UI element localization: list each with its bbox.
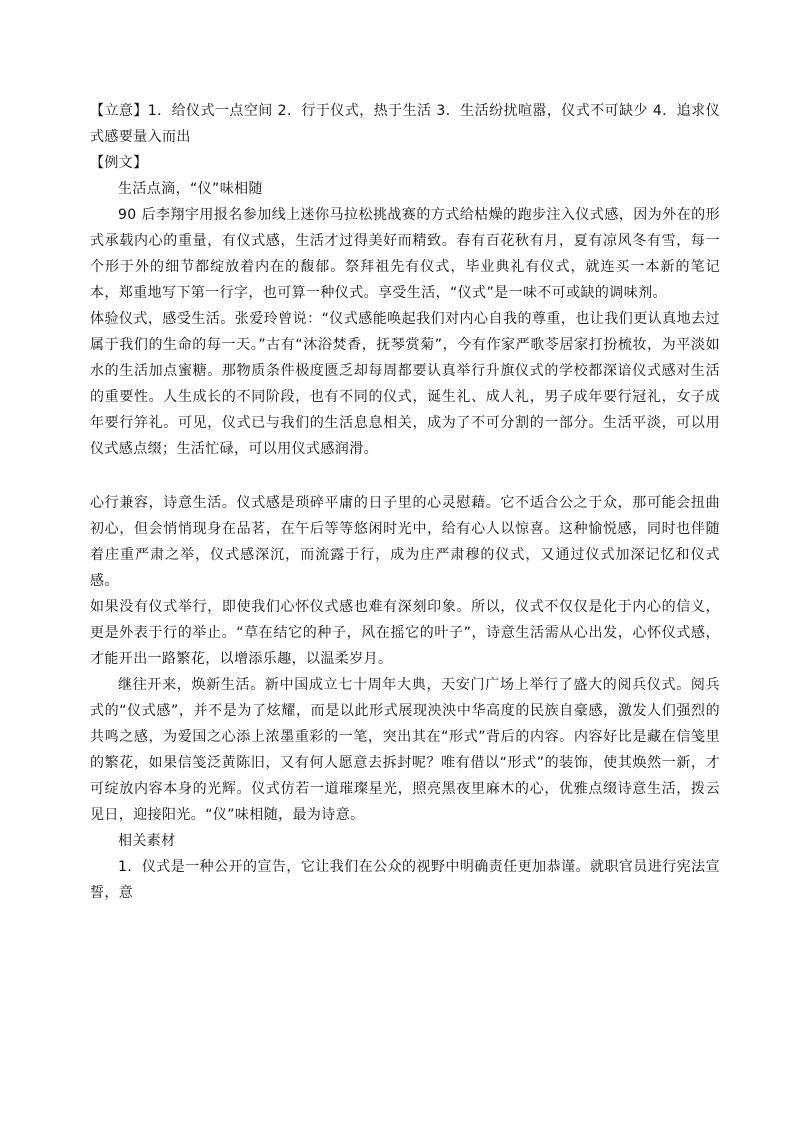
- liwen-label: 【例文】: [90, 155, 148, 171]
- essay-title: 生活点滴，“仪”味相随: [118, 181, 263, 197]
- document-page: [90, 98, 720, 906]
- essay-paragraph-4: 如果没有仪式举行，即使我们心怀仪式感也难有深刻印象。所以，仪式不仅仅是化于内心的信义，更是外表于行的举止。“草在结它的种子，风在摇它的叶子”，诗意生活需从心出发，心怀仪式感，才能开出一路繁花，以增添乐趣，以温柔岁月。: [90, 599, 720, 667]
- blank-line: [90, 462, 720, 490]
- essay-paragraph-1: 90 后李翔宇用报名参加线上迷你马拉松挑战赛的方式给枯燥的跑步注入仪式感，因为外在的形式承载内心的重量，有仪式感，生活才过得美好而精致。春有百花秋有月，夏有凉风冬有雪，每一个形于外的细节都绽放着内在的馥郁。祭拜祖先有仪式，毕业典礼有仪式，就连买一本新的笔记本，郑重地写下第一行字，也可算一种仪式。享受生活，“仪式”是一味不可或缺的调味剂。: [90, 207, 720, 301]
- essay-paragraph-5: 继往开来，焕新生活。新中国成立七十周年大典，天安门广场上举行了盛大的阅兵仪式。阅兵式的“仪式感”，并不是为了炫耀，而是以此形式展现泱泱中华高度的民族自豪感，激发人们强烈的共鸣之感，为爱国之心添上浓墨重彩的一笔，突出其在“形式”背后的内容。内容好比是藏在信笺里的繁花，如果信笺泛黄陈旧，又有何人愿意去拆封呢？唯有借以“形式”的装饰，使其焕然一新，才可绽放内容本身的光辉。仪式仿若一道璀璨星光，照亮黑夜里麻木的心，优雅点缀诗意生活，拨云见日，迎接阳光。“仪”味相随，最为诗意。: [90, 677, 720, 823]
- essay-paragraph-3: 心行兼容，诗意生活。仪式感是琐碎平庸的日子里的心灵慰藉。它不适合公之于众，那可能会扭曲初心，但会悄悄现身在品茗，在午后等等悠闲时光中，给有心人以惊喜。这种愉悦感，同时也伴随着庄重严肃之举，仪式感深沉，而流露于行，成为庄严肃穆的仪式，又通过仪式加深记忆和仪式感。: [90, 495, 720, 589]
- liyi-paragraph: 【立意】1．给仪式一点空间 2．行于仪式，热于生活 3．生活纷扰喧嚣，仪式不可缺少 4．追求仪式感要量入而出: [90, 103, 720, 145]
- related-material-item-1: 1．仪式是一种公开的宣告，它让我们在公众的视野中明确责任更加恭谨。就职官员进行宪法宣誓，意: [90, 859, 720, 901]
- related-material-label: 相关素材: [118, 833, 176, 849]
- essay-paragraph-2: 体验仪式，感受生活。张爱玲曾说：“仪式感能唤起我们对内心自我的尊重，也让我们更认真地去过属于我们的生命的每一天。”古有“沐浴焚香，抚琴赏菊”，今有作家严歌苓居家打扮梳妆，为平淡如水的生活加点蜜糖。那物质条件极度匮乏却每周都要认真举行升旗仪式的学校都深谙仪式感对生活的重要性。人生成长的不同阶段，也有不同的仪式，诞生礼、成人礼，男子成年要行冠礼，女子成年要行笄礼。可见，仪式已与我们的生活息息相关，成为了不可分割的一部分。生活平淡，可以用仪式感点缀；生活忙碌，可以用仪式感润滑。: [90, 311, 720, 457]
